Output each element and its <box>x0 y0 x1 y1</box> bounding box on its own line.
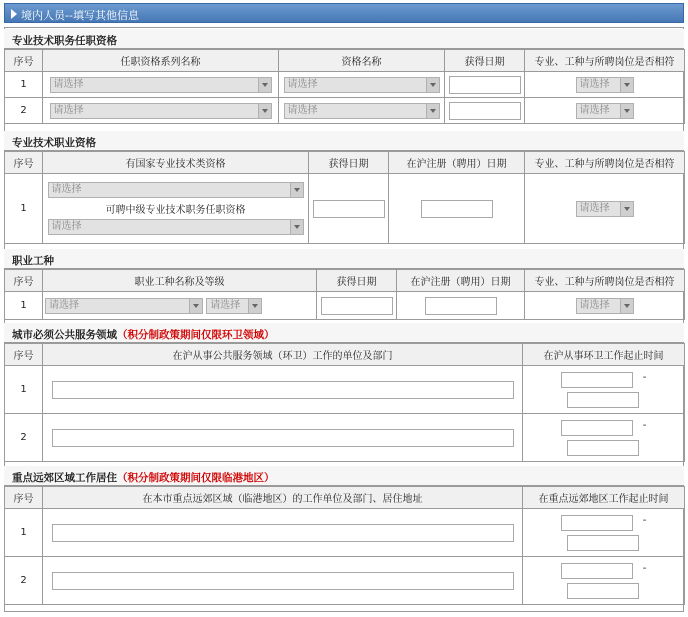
chevron-down-icon <box>426 104 439 118</box>
col-header: 获得日期 <box>309 152 389 174</box>
col-header: 获得日期 <box>317 270 397 292</box>
end-date-input[interactable] <box>567 440 639 456</box>
end-date-input[interactable] <box>567 392 639 408</box>
chevron-down-icon <box>620 78 633 92</box>
table-row: 2 - <box>5 414 685 462</box>
row-number: 1 <box>5 174 43 244</box>
table-row <box>5 292 685 320</box>
obtained-date-input[interactable] <box>313 200 385 218</box>
row-number: 1 <box>5 366 43 414</box>
table-row: 1 - <box>5 509 685 557</box>
row-number: 2 <box>5 98 43 124</box>
work-unit-input[interactable] <box>52 381 514 399</box>
occupation-table <box>4 269 685 320</box>
col-header: 在重点远郊地区工作起止时间 <box>523 487 685 509</box>
section-title-occupation: 职业工种 <box>4 249 684 269</box>
table-header <box>5 152 685 174</box>
title-bar <box>4 3 684 23</box>
row-number: 2 <box>5 414 43 462</box>
end-date-input[interactable] <box>567 583 639 599</box>
col-header: 专业、工种与所聘岗位是否相符 <box>525 152 685 174</box>
position-match-select[interactable]: 请选择 <box>576 298 634 314</box>
position-match-select[interactable]: 请选择 <box>576 77 634 93</box>
row-number: 1 <box>5 72 43 98</box>
col-header: 专业、工种与所聘岗位是否相符 <box>525 270 685 292</box>
section-title-public-service: 城市必须公共服务领域（积分制政策期间仅限环卫领域） <box>4 323 684 343</box>
table-header <box>5 50 685 72</box>
obtained-date-input[interactable] <box>449 76 521 94</box>
national-qualification-select[interactable]: 请选择 <box>48 182 304 198</box>
col-header: 在沪从事公共服务领域（环卫）工作的单位及部门 <box>43 344 523 366</box>
eligible-qualification-text: 可聘中级专业技术职务任职资格 <box>105 205 246 216</box>
table-header <box>5 344 685 366</box>
table-row: 1 - <box>5 366 685 414</box>
chevron-down-icon <box>620 299 633 313</box>
col-header: 序号 <box>5 270 43 292</box>
qualification-series-select[interactable]: 请选择 <box>50 103 272 119</box>
start-date-input[interactable] <box>561 420 633 436</box>
table-header <box>5 270 685 292</box>
col-header: 在本市重点远郊区域（临港地区）的工作单位及部门、居住地址 <box>43 487 523 509</box>
col-header: 序号 <box>5 50 43 72</box>
registration-date-input[interactable] <box>421 200 493 218</box>
section-note: （积分制政策期间仅限临港地区） <box>117 472 275 484</box>
chevron-down-icon <box>258 104 271 118</box>
col-header: 职业工种名称及等级 <box>43 270 317 292</box>
section-title-professional: 专业技术职业资格 <box>4 131 684 151</box>
col-header: 序号 <box>5 152 43 174</box>
row-number: 2 <box>5 557 43 605</box>
work-unit-address-input[interactable] <box>52 572 514 590</box>
col-header: 序号 <box>5 487 43 509</box>
section-note: （积分制政策期间仅限环卫领域） <box>117 329 275 341</box>
end-date-input[interactable] <box>567 535 639 551</box>
section-title-suburban: 重点远郊区域工作居住（积分制政策期间仅限临港地区） <box>4 466 684 486</box>
chevron-down-icon <box>258 78 271 92</box>
col-header: 专业、工种与所聘岗位是否相符 <box>525 50 685 72</box>
chevron-down-icon <box>290 220 303 234</box>
start-date-input[interactable] <box>561 563 633 579</box>
col-header: 任职资格系列名称 <box>43 50 279 72</box>
chevron-down-icon <box>189 299 202 313</box>
expand-arrow-icon[interactable] <box>11 9 17 19</box>
work-unit-address-input[interactable] <box>52 524 514 542</box>
occupation-level-select[interactable]: 请选择 <box>206 298 262 314</box>
section-title-qualification: 专业技术职务任职资格 <box>4 29 684 49</box>
row-number: 1 <box>5 509 43 557</box>
qualification-table <box>4 49 685 124</box>
obtained-date-input[interactable] <box>449 102 521 120</box>
qualification-name-select[interactable]: 请选择 <box>284 103 440 119</box>
work-unit-input[interactable] <box>52 429 514 447</box>
suburban-table <box>4 486 685 605</box>
col-header: 序号 <box>5 344 43 366</box>
col-header: 在沪从事环卫工作起止时间 <box>523 344 685 366</box>
table-row <box>5 174 685 244</box>
table-row <box>5 72 685 98</box>
public-service-table <box>4 343 685 462</box>
occupation-name-select[interactable]: 请选择 <box>45 298 203 314</box>
table-row <box>5 98 685 124</box>
qualification-name-select[interactable]: 请选择 <box>284 77 440 93</box>
obtained-date-input[interactable] <box>321 297 393 315</box>
qualification-series-select[interactable]: 请选择 <box>50 77 272 93</box>
col-header: 有国家专业技术类资格 <box>43 152 309 174</box>
registration-date-input[interactable] <box>425 297 497 315</box>
col-header: 在沪注册（聘用）日期 <box>397 270 525 292</box>
col-header: 资格名称 <box>279 50 445 72</box>
chevron-down-icon <box>248 299 261 313</box>
col-header: 获得日期 <box>445 50 525 72</box>
position-match-select[interactable]: 请选择 <box>576 103 634 119</box>
table-row: 2 - <box>5 557 685 605</box>
table-header <box>5 487 685 509</box>
chevron-down-icon <box>620 104 633 118</box>
start-date-input[interactable] <box>561 372 633 388</box>
eligible-qualification-select[interactable]: 请选择 <box>48 219 304 235</box>
chevron-down-icon <box>426 78 439 92</box>
col-header: 在沪注册（聘用）日期 <box>389 152 525 174</box>
professional-table <box>4 151 685 244</box>
start-date-input[interactable] <box>561 515 633 531</box>
row-number: 1 <box>5 292 43 320</box>
chevron-down-icon <box>290 183 303 197</box>
chevron-down-icon <box>620 202 633 216</box>
position-match-select[interactable]: 请选择 <box>576 201 634 217</box>
page-title: 境内人员--填写其他信息 <box>21 9 139 22</box>
